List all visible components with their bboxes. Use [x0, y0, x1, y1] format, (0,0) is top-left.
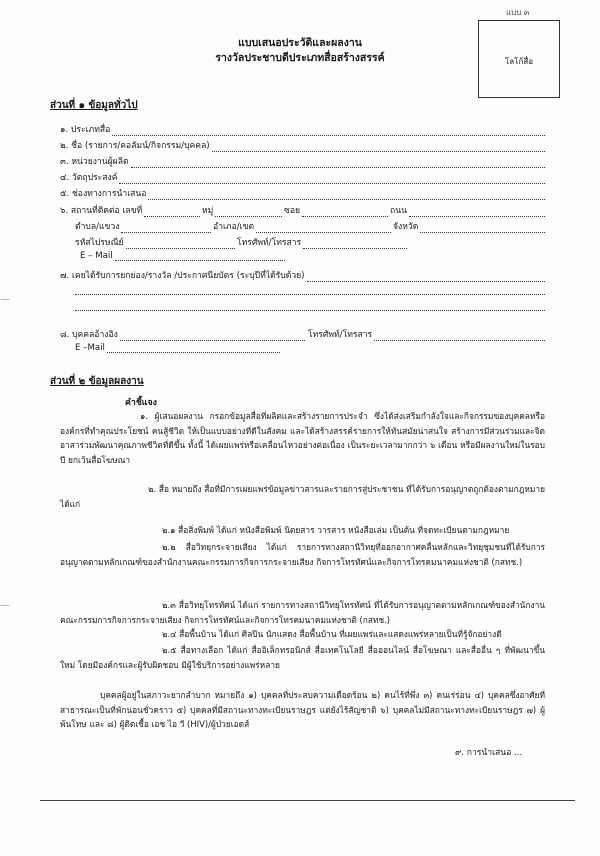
field-channel[interactable]: [60, 186, 545, 200]
field-province-label: จังหวัด: [393, 222, 419, 232]
field-awards[interactable]: [60, 268, 545, 282]
field-soi-label: ซอย: [284, 206, 301, 216]
field-name-label: ๒. ชื่อ (รายการ/คอลัมน์/กิจกรรม/บุคคล): [60, 141, 210, 151]
field-producer-label: ๓. หน่วยงานผู้ผลิต: [60, 157, 129, 167]
field-objective-label: ๔. วัตถุประสงค์: [60, 173, 118, 183]
field-postcode-label: รหัสไปรษณีย์: [75, 238, 124, 248]
field-media-type[interactable]: [60, 122, 545, 136]
field-media-type-label: ๑. ประเภทสื่อ: [60, 125, 111, 135]
field-reference-email[interactable]: [75, 343, 280, 353]
field-awards-label: ๗. เคยได้รับการยกย่อง/รางวัล /ประกาศนียบัตร (ระบุปีที่ได้รับด้วย): [60, 271, 305, 281]
field-email-label: E – Mail: [80, 251, 113, 261]
field-reference-email-label: E –Mail: [75, 343, 105, 353]
part1-heading: ส่วนที่ ๑ ข้อมูลทั่วไป: [50, 100, 138, 111]
continue-note: ๙. การนำเสนอ ...: [455, 748, 523, 758]
field-road-label: ถนน: [390, 206, 407, 216]
field-province[interactable]: [393, 219, 545, 233]
form-subtitle: รางวัลประชาบดีประเภทสื่อสร้างสรรค์: [215, 52, 385, 64]
form-title: แบบเสนอประวัติและผลงาน: [238, 37, 362, 49]
field-address-label: ๖. สถานที่ติดต่อ เลขที่: [60, 206, 143, 216]
field-phone-fax-label: โทรศัพท์/โทรสาร: [237, 238, 302, 248]
field-amphoe[interactable]: [213, 219, 391, 233]
field-tambon-label: ตำบล/แขวง: [75, 222, 120, 232]
field-phone-fax[interactable]: [237, 235, 407, 249]
field-moo-label: หมู่: [202, 206, 214, 216]
paragraph-2: ๒. สื่อ หมายถึง สื่อที่มีการเผยแพร่ข้อมูลข่าวสารและรายการสู่ประชาชน ที่ได้รับการอนุญาตถูกต้องตามกฎหมาย ได้แก่: [60, 484, 545, 509]
part2-heading: ส่วนที่ ๒ ข้อมูลผลงาน: [50, 376, 144, 387]
item-2-5: ๒.๕ สื่อทางเลือก ได้แก่ สื่ออิเล็กทรอนิกส์ สื่อเทคโนโลยี สื่อออนไลน์ สื่อโฆษณา และสื่ออื่น ๆ ที่พัฒนาขึ้นใหม่ โดยมีองค์กรและผู้รับผิดชอบ มีผู้ใช้บริการอย่างแพร่หลาย: [60, 645, 545, 670]
bottom-rule: [40, 800, 575, 801]
field-objective[interactable]: [60, 170, 545, 184]
field-postcode[interactable]: [75, 235, 235, 249]
item-2-2: ๒.๒ สื่อวิทยุกระจายเสียง ได้แก่ รายการทางสถานีวิทยุที่ออกอากาศคลื่นหลักและวิทยุชุมชนที่ได้รับการอนุญาตตามหลักเกณฑ์ของสำนักงานคณะกรรมการกิจการกระจายเสียง กิจการโทรทัศน์และกิจการโทรคมนาคมแห่งชาติ (กสทช.): [60, 542, 545, 567]
item-2-1: ๒.๑ สื่อสิ่งพิมพ์ ได้แก่ หนังสือพิมพ์ นิตยสาร วารสาร หนังสือเล่ม เป็นต้น ที่จดทะเบียนตามกฎหมาย: [162, 525, 510, 535]
field-amphoe-label: อำเภอ/เขต: [213, 222, 255, 232]
field-tambon[interactable]: [75, 219, 211, 233]
margin-mark: —: [0, 294, 10, 305]
field-channel-label: ๕. ช่องทางการนำเสนอ: [60, 189, 147, 199]
item-2-4: ๒.๔ สื่อพื้นบ้าน ได้แก่ ศิลปิน นักแสดง สื่อพื้นบ้าน ที่เผยแพร่และแสดงแพร่หลายเป็นที่รู้จักอย่างดี: [162, 629, 502, 639]
field-moo[interactable]: [202, 203, 282, 217]
field-reference-phone-label: โทรศัพท์/โทรสาร: [308, 330, 373, 340]
field-name[interactable]: [60, 138, 545, 152]
awards-line-2[interactable]: [75, 293, 545, 295]
field-producer[interactable]: [60, 154, 545, 168]
field-email[interactable]: [80, 251, 285, 261]
field-road[interactable]: [390, 203, 545, 217]
logo-box-label: โลโก้สื่อ: [504, 57, 534, 66]
field-soi[interactable]: [284, 203, 388, 217]
explanation-heading: คำชี้แจง: [125, 398, 157, 408]
field-reference-phone[interactable]: [308, 327, 545, 341]
field-reference[interactable]: [60, 327, 305, 341]
paragraph-1: ๑. ผู้เสนอผลงาน กรอกข้อมูลสื่อที่ผลิตและสร้างรายการประจำ ซึ่งได้ส่งเสริมกำลังใจและกิจกรรมของบุคคลหรือองค์กรที่ทำคุณประโยชน์ คนสู้ชีวิต ให้เป็นแบบอย่างที่ดีในสังคม และได้สร้างสรรค์รายการให้ทันสมัยน่าสนใจ สร้างการมีส่วนร่วมและจิตอาสาร่วมพัฒนาคุณภาพชีวิตที่ดีขึ้น ทั้งนี้ ได้เผยแพร่หรือเคลื่อนไหวอย่างต่อเนื่อง เป็นระยะเวลามากกว่า ๖ เดือน หรือมีผลงานใหม่ในรอบปี ยกเว้นสื่อโฆษณา: [60, 411, 545, 465]
margin-mark: —: [0, 600, 10, 611]
form-number: แบบ ๓: [506, 8, 530, 17]
item-2-3: ๒.๓ สื่อวิทยุโทรทัศน์ ได้แก่ รายการทางสถานีวิทยุโทรทัศน์ ที่ได้รับการอนุญาตตามหลักเกณฑ์ของสำนักงานคณะกรรมการกิจการกระจายเสียง กิจการโทรทัศน์และกิจการโทรคมนาคมแห่งชาติ (กสทช.): [60, 600, 545, 625]
awards-line-3[interactable]: [75, 309, 545, 311]
paragraph-3: บุคคลผู้อยู่ในสภาวะยากลำบาก หมายถึง ๑) บุคคลที่ประสบความเดือดร้อน ๒) คนไร้ที่พึ่ง ๓) คนเร่ร่อน ๔) บุคคลซึ่งอาศัยที่สาธารณะเป็นที่พักนอนชั่วคราว ๕) บุคคลที่มีสถานะทางทะเบียนราษฎร แต่ยังไร้สัญชาติ ๖) บุคคลไม่มีสถานะทางทะเบียนราษฎร ๗) ผู้พ้นโทษ และ ๘) ผู้ติดเชื้อ เอช ไอ วี (HIV)/ผู้ป่วยเอดส์: [60, 690, 545, 729]
field-reference-label: ๘. บุคคลอ้างอิง: [60, 330, 118, 340]
field-address-number[interactable]: [60, 203, 200, 217]
